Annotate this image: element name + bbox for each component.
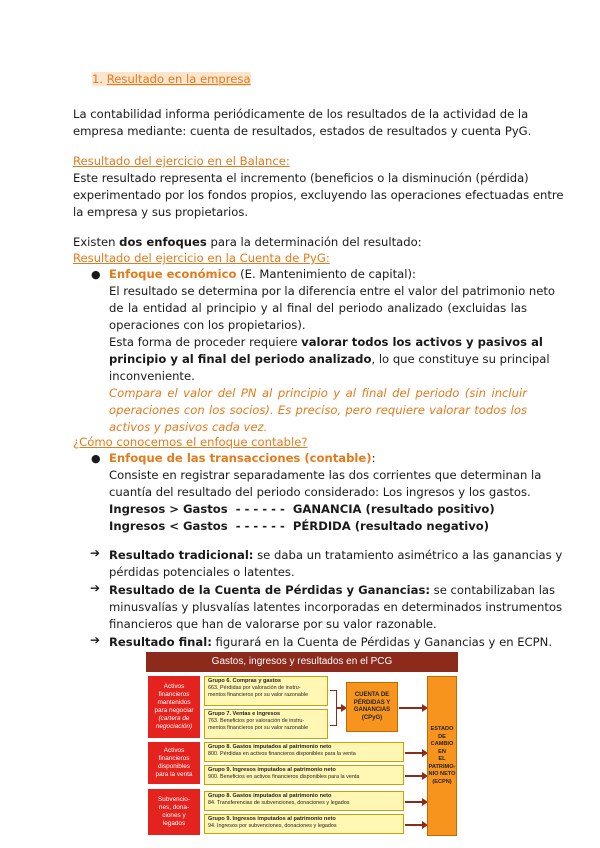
transacciones-line-2: cuantía del resultado del periodo considerado: Los ingresos y los gastos.: [109, 485, 531, 499]
g7-title: Grupo 7. Ventas e ingresos: [208, 711, 281, 717]
g6-desc-2: mentos financieros por su valor razonable: [208, 692, 309, 698]
cpyg-l3: GANANCIAS: [353, 707, 391, 713]
enfoques-line: [73, 234, 422, 251]
section-title-text: Resultado en la empresa: [106, 72, 251, 86]
transacciones-title: Enfoque de las transacciones (contable): [109, 451, 372, 465]
category-subvenciones: [148, 789, 200, 835]
g9b-title: Grupo 9. Ingresos imputados al patrimonio neto: [208, 816, 336, 822]
economico-l4-bold: valorar todos los activos y pasivos al: [301, 335, 543, 349]
question-heading: ¿Cómo conocemos el enfoque contable?: [73, 435, 308, 449]
arrow-2-bold: Resultado de la Cuenta de Pérdidas y Ganancias:: [109, 583, 430, 597]
balance-line-2: experimentado por los fondos propios, excluyendo las operaciones efectuadas entre: [73, 188, 564, 202]
g7-desc: 763. Beneficios por valoración de instru-: [208, 718, 305, 724]
g8a-desc: 800. Pérdidas en activos financieros disponibles para la venta: [208, 751, 356, 757]
cpyg-arrow: [336, 707, 344, 709]
economico-line-5: [109, 351, 550, 368]
arrow-1-rest: se daba un tratamiento asimétrico a las ganancias y: [253, 548, 563, 562]
g8a-title: Grupo 8. Gastos imputados al patrimonio neto: [208, 744, 332, 750]
red2-l3: disponibles: [158, 763, 190, 770]
enfoques-pre: Existen: [73, 235, 120, 249]
red2-l4: para la venta: [155, 771, 193, 778]
arrow-item-3: [109, 634, 552, 651]
cpyg-box: [346, 682, 398, 732]
economico-line-4: [109, 334, 543, 351]
arrow-3-rest: figurará en la Cuenta de Pérdidas y Ganancias y en ECPN.: [211, 635, 552, 649]
red1-l3: mantenidos: [157, 699, 191, 706]
economico-line-1: El resultado se determina por la diferencia entre el valor del patrimonio neto: [109, 284, 555, 298]
economico-line-2: de la entidad al principio y al final del periodo analizado (excluidas las: [109, 301, 527, 315]
category-activos-negociar: [148, 676, 200, 738]
g9b-desc: 94. Ingresos por subvenciones, donaciones y legados: [208, 823, 337, 829]
rule-perdida: Ingresos < Gastos - - - - - - PÉRDIDA (resultado negativo): [109, 519, 490, 533]
g9a-title: Grupo 9. Ingresos imputados al patrimonio neto: [208, 767, 336, 773]
group-9a-box: [204, 765, 404, 785]
g7-desc-2: mentos financieros por su valor razonable: [208, 725, 309, 731]
ecpn-l4: NIO NETO: [428, 771, 456, 777]
enfoques-post: para la determinación del resultado:: [206, 235, 422, 249]
transacciones-title-line: [109, 450, 375, 467]
g6-desc: 663. Pérdidas por valoración de instru-: [208, 685, 301, 691]
ecpn-box: [427, 676, 457, 836]
economico-l5-post: , lo que constituye su principal: [371, 352, 550, 366]
arrow-g9b: [405, 824, 425, 826]
arrow-icon: ➔: [90, 633, 101, 647]
g8b-title: Grupo 8. Gastos imputados al patrimonio neto: [208, 793, 332, 799]
red1-l6: negociación): [155, 723, 193, 730]
arrow-item-2-line-3: financieros que han de valorarse por su valor razonable.: [109, 617, 437, 631]
arrow-item-1-line-2: pérdidas potenciales o latentes.: [109, 565, 295, 579]
pcg-figure: [146, 652, 458, 838]
economico-line-3: operaciones con los propietarios).: [109, 318, 306, 332]
arrow-item-1: [109, 547, 563, 564]
red1-l5: (cartera de: [158, 715, 190, 722]
arrow-1-bold: Resultado tradicional:: [109, 548, 254, 562]
economico-title-rest: (E. Mantenimiento de capital):: [236, 267, 416, 281]
arrow-3-bold: Resultado final:: [109, 635, 212, 649]
pyg-heading: Resultado del ejercicio en la Cuenta de PyG:: [73, 251, 330, 265]
group-8b-box: [204, 791, 404, 811]
g6-title: Grupo 6. Compras y gastos: [208, 678, 282, 684]
red3-l1: Subvencio-: [158, 796, 190, 803]
section-title: [92, 71, 251, 88]
g8b-desc: 84. Transferencias de subvenciones, donaciones y legados: [208, 800, 350, 806]
balance-line-3: la empresa y sus propietarios.: [73, 205, 249, 219]
cpyg-l1: CUENTA DE: [354, 692, 390, 698]
intro-line-1: La contabilidad informa periódicamente de los resultados de la actividad de la: [73, 107, 529, 121]
arrow-item-2: [109, 582, 556, 599]
intro-line-2: empresa mediante: cuenta de resultados, estados de resultados y cuenta PyG.: [73, 124, 532, 138]
group-8a-box: [204, 742, 404, 762]
ecpn-l2: CAMBIO EN: [430, 741, 454, 755]
ecpn-l5: (ECPN): [432, 778, 452, 785]
cpyg-to-ecpn-arrow: [399, 707, 425, 709]
red2-l1: Activos: [163, 747, 185, 754]
enfoques-bold: dos enfoques: [119, 235, 207, 249]
arrow-g8b: [405, 801, 425, 803]
economico-title: Enfoque económico: [109, 267, 237, 281]
group-9b-box: [204, 814, 404, 834]
section-number: 1.: [92, 72, 104, 86]
arrow-icon: ➔: [90, 546, 101, 560]
g9a-desc: 900. Beneficios en activos financieros disponibles para la venta: [208, 774, 360, 780]
arrow-icon: ➔: [90, 581, 101, 595]
balance-line-1: Este resultado representa el incremento (beneficios o la disminución (pérdida): [73, 171, 529, 185]
arrow-2-rest: se contabilizaban las: [429, 583, 556, 597]
arrow-item-2-line-2: minusvalías y plusvalías latentes incorporadas en determinados instrumentos: [109, 600, 563, 614]
red3-l3: ciones y: [162, 812, 186, 819]
red2-l2: financieros: [158, 755, 190, 762]
transacciones-colon: :: [371, 451, 376, 465]
red1-l4: para negociar: [154, 707, 194, 714]
ecpn-l3: EL PATRIMO-: [428, 756, 456, 770]
economico-l5-bold: principio y al final del periodo analizado: [109, 352, 372, 366]
red1-l1: Activos: [163, 683, 185, 690]
cpyg-l4: (CPyG): [361, 714, 383, 721]
red1-l2: financieros: [158, 691, 190, 698]
economico-l4-pre: Esta forma de proceder requiere: [109, 335, 302, 349]
economico-note-1: Compara el valor del PN al principio y al final del periodo (sin incluir: [109, 386, 527, 400]
group-7-box: [204, 709, 328, 739]
arrow-g9a: [405, 775, 425, 777]
ecpn-l1: ESTADO DE: [430, 726, 454, 740]
red3-l2: nes, dona-: [158, 804, 190, 811]
economico-note-2: operaciones con los socios). Es preciso, pero requiere valorar todos los: [109, 403, 527, 417]
balance-heading: Resultado del ejercicio en el Balance:: [73, 154, 290, 168]
bullet-icon: ●: [91, 452, 101, 465]
rule-ganancia: Ingresos > Gastos - - - - - - GANANCIA (resultado positivo): [109, 502, 495, 516]
group-6-box: [204, 676, 328, 706]
transacciones-line-1: Consiste en registrar separadamente las dos corrientes que determinan la: [109, 468, 542, 482]
bullet-icon: ●: [91, 268, 101, 281]
red3-l4: legados: [162, 820, 186, 827]
cpyg-l2: PÉRDIDAS Y: [353, 699, 391, 706]
economico-title-line: [109, 266, 416, 283]
economico-line-6: inconveniente.: [109, 369, 195, 383]
economico-note-3: activos y pasivos cada vez.: [109, 420, 268, 434]
category-activos-venta: [148, 742, 200, 784]
arrow-g8a: [405, 752, 425, 754]
figure-title: Gastos, ingresos y resultados en el PCG: [146, 652, 458, 672]
